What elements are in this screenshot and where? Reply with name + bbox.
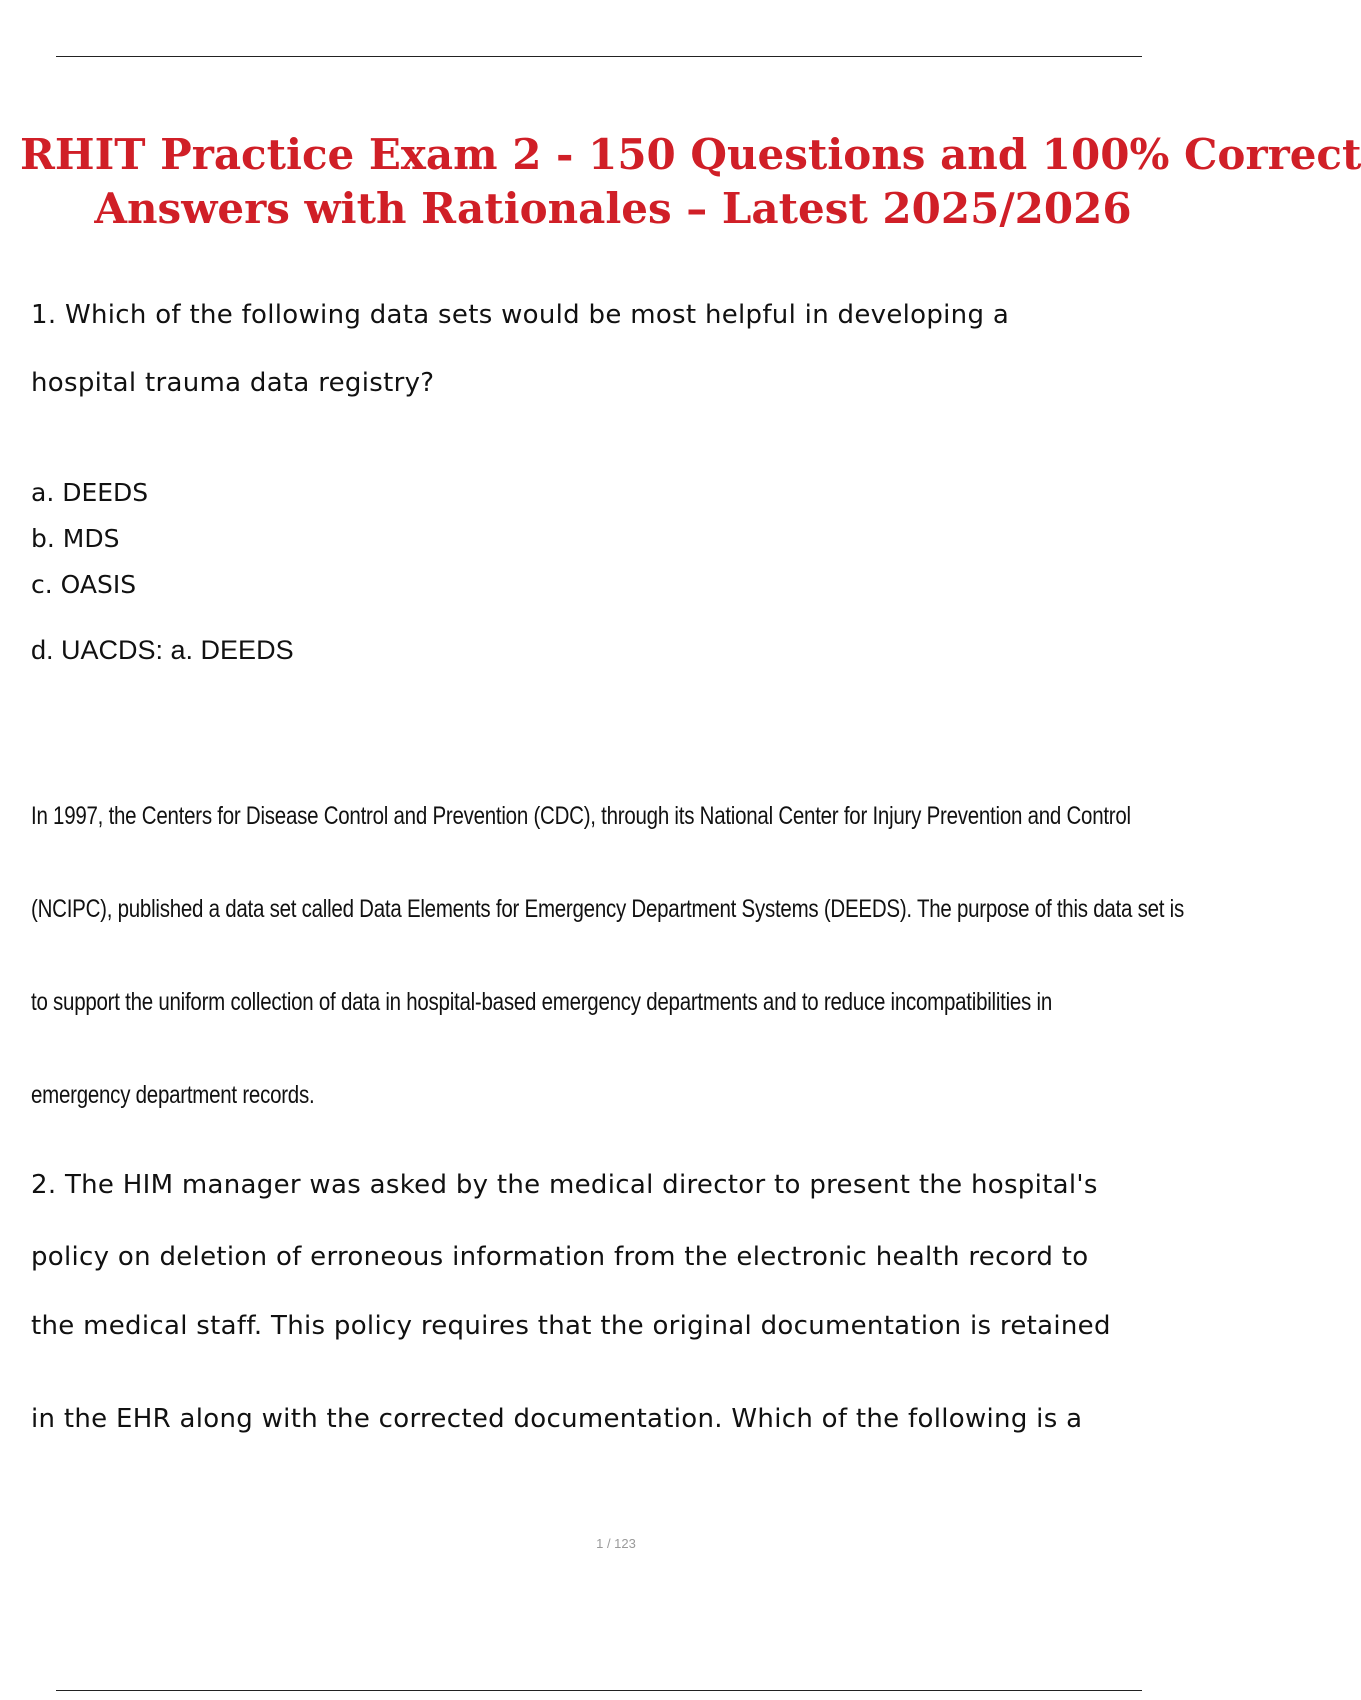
rationale-line-2: (NCIPC), published a data set called Data Elements for Emergency Department Systems (DEEDS). The purpose of this data set is [31,895,1184,923]
rationale-line-3: to support the uniform collection of data in hospital-based emergency departments and to reduce incompatibilities in [31,988,1052,1016]
answer-option-d: d. UACDS: a. DEEDS [31,635,294,665]
document-title [20,128,1361,236]
rationale-line-1: In 1997, the Centers for Disease Control and Prevention (CDC), through its National Center for Injury Prevention and Control [31,802,1131,830]
question-2-line-1: 2. The HIM manager was asked by the medical director to present the hospital's [31,1170,1098,1200]
page-indicator: 1 / 123 [596,1536,636,1551]
answer-option-a: a. DEEDS [31,478,149,507]
question-2-line-2: policy on deletion of erroneous information from the electronic health record to [31,1242,1089,1272]
question-2-line-4: in the EHR along with the corrected documentation. Which of the following is a [31,1404,1083,1434]
answer-option-c: c. OASIS [31,570,137,599]
bottom-rule [56,1690,1142,1691]
question-2-line-3: the medical staff. This policy requires that the original documentation is retained [31,1311,1111,1341]
top-rule [56,56,1142,57]
question-1-line-1: 1. Which of the following data sets would be most helpful in developing a [31,300,1010,330]
rationale-line-4: emergency department records. [31,1081,315,1109]
answer-option-b: b. MDS [31,524,120,553]
title-line-1: RHIT Practice Exam 2 - 150 Questions and 100% Correct [20,130,1361,179]
title-line-2: Answers with Rationales – Latest 2025/2026 [94,184,1132,233]
question-1-line-2: hospital trauma data registry? [31,368,435,398]
